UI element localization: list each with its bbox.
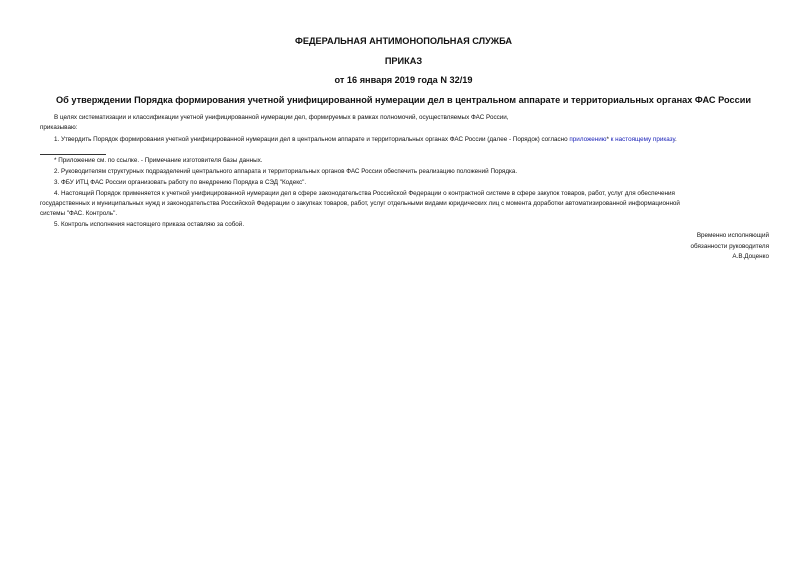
item-5: 5. Контроль исполнения настоящего приказа оставляю за собой. xyxy=(54,221,245,228)
item-4-line-1: 4. Настоящий Порядок применяется к учетной унифицированной нумерации дел в сфере законодательства Российской Федерации о контрактной системе в сфере закупок товаров, работ, услуг для обеспечения xyxy=(54,190,675,197)
item-1-end: . xyxy=(675,136,677,143)
document-date-number: от 16 января 2019 года N 32/19 xyxy=(334,75,473,85)
signature-position-2: обязанности руководителя xyxy=(690,243,769,250)
signature-position-1: Временно исполняющий xyxy=(696,232,769,239)
footnote: * Приложение см. по ссылке. - Примечание изготовителя базы данных. xyxy=(54,157,263,164)
agency-name: ФЕДЕРАЛЬНАЯ АНТИМОНОПОЛЬНАЯ СЛУЖБА xyxy=(294,36,512,46)
item-3: 3. ФБУ ИТЦ ФАС России организовать работу по внедрению Порядка в СЭД "Кодекс". xyxy=(54,179,307,186)
item-4-line-2: государственных и муниципальных нужд и законодательства Российской Федерации о закупках товаров, работ, услуг отдельными видами юридических лиц с момента доработки автоматизированной информационной xyxy=(40,200,680,207)
item-1-text: 1. Утвердить Порядок формирования учетной унифицированной нумерации дел в центральном аппарате и территориальных органах ФАС России (далее - Порядок) согласно xyxy=(54,136,570,143)
orders-word: приказываю: xyxy=(40,124,78,131)
item-2: 2. Руководителям структурных подразделений центрального аппарата и территориальных органов ФАС России обеспечить реализацию положений Порядка. xyxy=(54,168,518,175)
appendix-link[interactable]: приложению xyxy=(569,136,607,143)
item-4-line-3: системы "ФАС. Контроль". xyxy=(40,210,118,217)
order-link[interactable]: к настоящему приказу xyxy=(610,136,675,143)
document-type: ПРИКАЗ xyxy=(384,56,423,66)
item-1 xyxy=(54,134,677,145)
preamble: В целях систематизации и классификации учетной унифицированной нумерации дел, формируемых в рамках полномочий, осуществляемых ФАС России, xyxy=(54,114,509,121)
footnote-mark: * xyxy=(606,136,609,143)
document-title: Об утверждении Порядка формирования учетной унифицированной нумерации дел в центральном аппарате и территориальных органах ФАС России xyxy=(56,95,751,105)
signature-name: А.В.Доценко xyxy=(732,253,769,260)
